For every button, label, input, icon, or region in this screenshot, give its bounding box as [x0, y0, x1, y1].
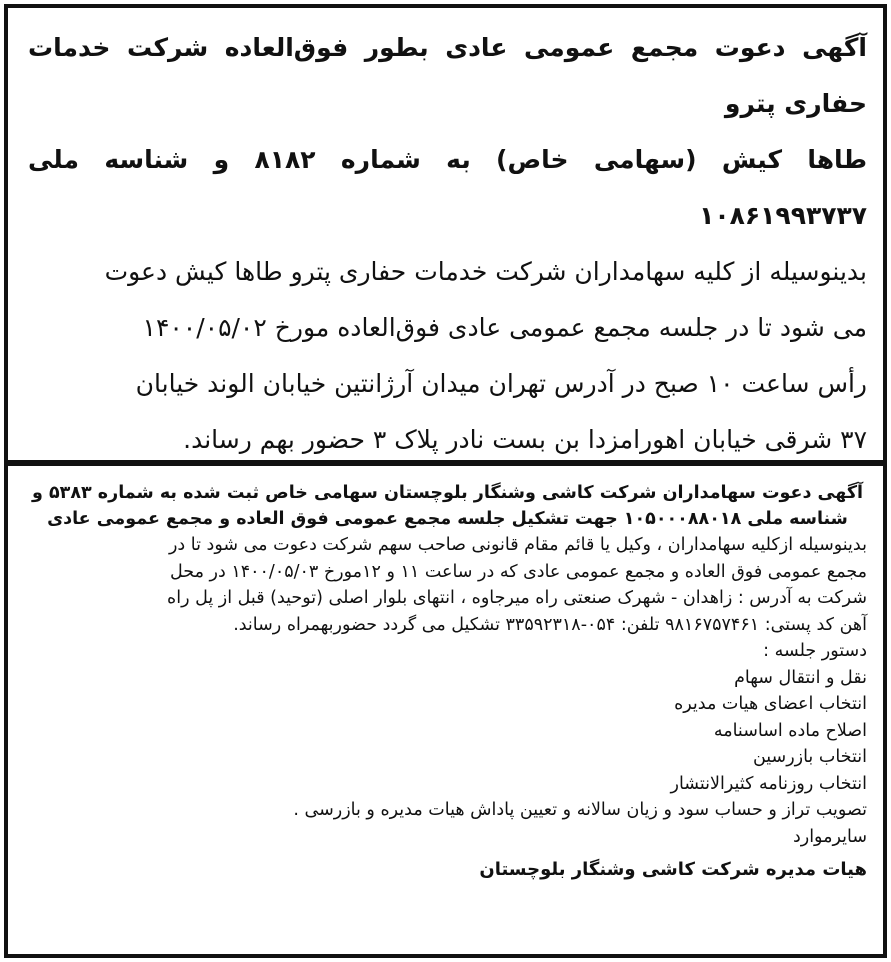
- notice-1-title-line: طاها کیش (سهامی خاص) به شماره ۸۱۸۲ و شناسه ملی ۱۰۸۶۱۹۹۳۷۳۷: [28, 145, 867, 230]
- notice-2-body-line: بدینوسیله ازکلیه سهامداران ، وکیل یا قائم مقام قانونی صاحب سهم شرکت دعوت می شود تا در: [168, 535, 867, 555]
- notice-2-title: [28, 480, 867, 532]
- notice-1-body: [28, 244, 867, 458]
- notice-2-agenda-heading: دستور جلسه :: [763, 641, 867, 661]
- notice-petro-taha-kish: [6, 6, 885, 458]
- notice-1-title-line: آگهی دعوت مجمع عمومی عادی بطور فوق‌العاده شرکت خدمات حفاری پترو: [28, 33, 867, 118]
- notice-2-agenda-item: نقل و انتقال سهام: [734, 667, 867, 688]
- notice-1-body-line: رأس ساعت ۱۰ صبح در آدرس تهران میدان آرژانتین خیابان الوند خیابان: [135, 369, 867, 398]
- notice-2-agenda-item: انتخاب بازرسین: [752, 747, 867, 767]
- notice-1-body-line: ۳۷ شرقی خیابان اهورامزدا بن بست نادر پلاک ۳ حضور بهم رساند.: [183, 425, 867, 454]
- notice-1-body-line: می شود تا در جلسه مجمع عمومی عادی فوق‌العاده مورخ ۱۴۰۰/۰۵/۰۲: [142, 313, 867, 342]
- notice-2-agenda-item: سایرموارد: [792, 826, 867, 847]
- notice-1-body-line: بدینوسیله از کلیه سهامداران شرکت خدمات حفاری پترو طاها کیش دعوت: [104, 257, 867, 286]
- notice-2-title-line: شناسه ملی ۱۰۵۰۰۰۸۸۰۱۸ جهت تشکیل جلسه مجمع عمومی فوق العاده و مجمع عمومی عادی: [47, 509, 848, 529]
- notice-2-body: [28, 532, 867, 665]
- notice-2-agenda-item: اصلاح ماده اساسنامه: [713, 720, 867, 741]
- notice-2-body-line: مجمع عمومی فوق العاده و مجمع عمومی عادی که در ساعت ۱۱ و ۱۲مورخ ۱۴۰۰/۰۵/۰۳ در محل: [170, 561, 867, 582]
- notice-1-title: [28, 20, 867, 244]
- notice-kashi-vashangar-baluchestan: [6, 470, 885, 950]
- notice-2-signature: هیات مدیره شرکت کاشی وشنگار بلوچستان: [479, 859, 867, 880]
- notice-2-agenda-list: [28, 665, 867, 851]
- notice-2-agenda-item: انتخاب اعضای هیات مدیره: [674, 694, 867, 714]
- notice-2-body-line: شرکت به آدرس : زاهدان - شهرک صنعتی راه میرجاوه ، انتهای بلوار اصلی (توحید) قبل از پل راه: [167, 588, 867, 608]
- notice-2-agenda-item: تصویب تراز و حساب سود و زیان سالانه و تعیین پاداش هیات مدیره و بازرسی .: [293, 800, 867, 820]
- notice-2-body-line: آهن کد پستی: ۹۸۱۶۷۵۷۴۶۱ تلفن: ۰۵۴-۳۳۵۹۲۳۱۸ تشکیل می گردد حضوربهمراه رساند.: [233, 614, 867, 635]
- notice-2-agenda-item: انتخاب روزنامه کثیرالانتشار: [670, 773, 867, 794]
- notice-2-title-line: آگهی دعوت سهامداران شرکت کاشی وشنگار بلوچستان سهامی خاص ثبت شده به شماره ۵۳۸۳ و: [32, 483, 863, 503]
- notice-divider: [4, 460, 887, 466]
